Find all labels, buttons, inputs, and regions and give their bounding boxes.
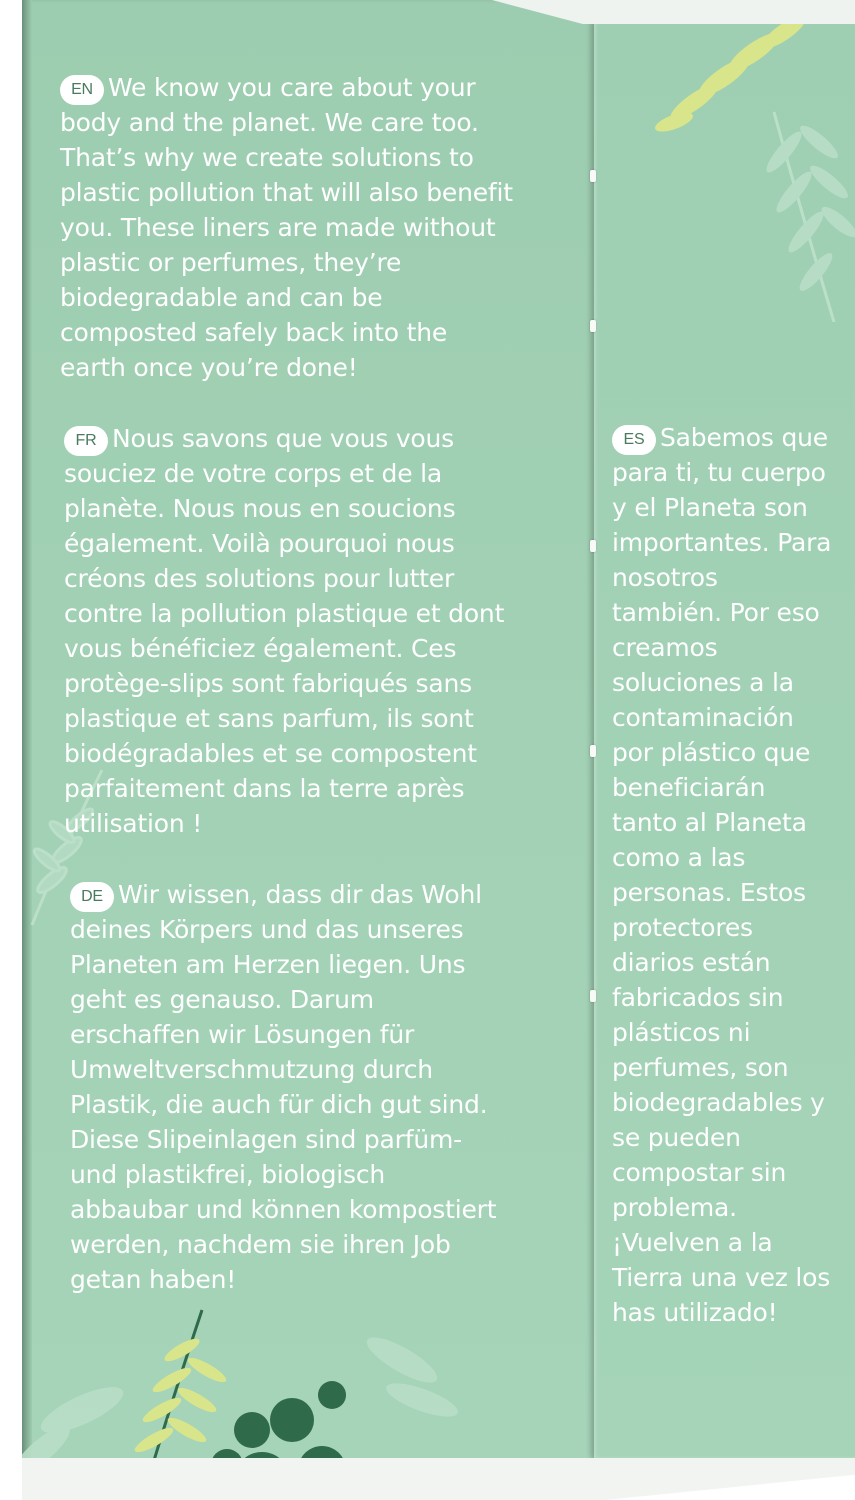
stitch-mark	[590, 170, 596, 182]
packaging-box	[22, 0, 855, 1500]
bottom-flap	[22, 1458, 855, 1500]
text-block-es	[612, 420, 832, 1330]
fold-edge	[22, 0, 32, 1500]
lang-badge-en: EN	[60, 75, 104, 105]
stitch-mark	[590, 745, 596, 757]
text-fr: Nous savons que vous vous souciez de votre corps et de la planète. Nous nous en soucions également. Voilà pourquoi nous créons des solutions pour lutter contre la pollution plastique et dont vous bénéficiez également. Ces protège-slips sont fabriqués sans plastique et sans parfum, ils sont biodégradables et se compostent parfaitement dans la terre après utilisation !	[64, 424, 505, 838]
right-flap-panel	[594, 22, 855, 1458]
text-en: We know you care about your body and the planet. We care too. That’s why we create solutions to plastic pollution that will also benefit you. These liners are made without plastic or perfumes, they’re biodegradable and can be composted safely back into the earth once you’re done!	[60, 73, 513, 382]
text-block-fr	[64, 421, 512, 841]
fern-leaf-top-right-icon	[634, 22, 855, 322]
stitch-mark	[590, 990, 596, 1002]
stitch-mark	[590, 320, 596, 332]
lang-badge-es: ES	[612, 425, 656, 455]
left-panel	[22, 0, 594, 1500]
stitch-mark	[590, 540, 596, 552]
lang-badge-de: DE	[70, 882, 114, 912]
text-block-de	[70, 877, 500, 1297]
lang-badge-fr: FR	[64, 426, 108, 456]
text-block-en	[60, 70, 520, 385]
text-de: Wir wissen, dass dir das Wohl deines Körpers und das unseres Planeten am Herzen liegen. Uns geht es genauso. Darum erschaffen wir Lösungen für Umweltverschmutzung durch Plastik, die auch für dich gut sind. Diese Slipeinlagen sind parfüm- und plastikfrei, biologisch abbaubar und können kompostiert werden, nachdem sie ihren Job getan haben!	[70, 880, 497, 1294]
text-es: Sabemos que para ti, tu cuerpo y el Planeta son importantes. Para nosotros también. Por eso creamos soluciones a la contaminación por plástico que beneficiarán tanto al Planeta como a las personas. Estos protectores diarios están fabricados sin plásticos ni perfumes, son biodegradables y se pueden compostar sin problema. ¡Vuelven a la Tierra una vez los has utilizado!	[612, 423, 832, 1327]
